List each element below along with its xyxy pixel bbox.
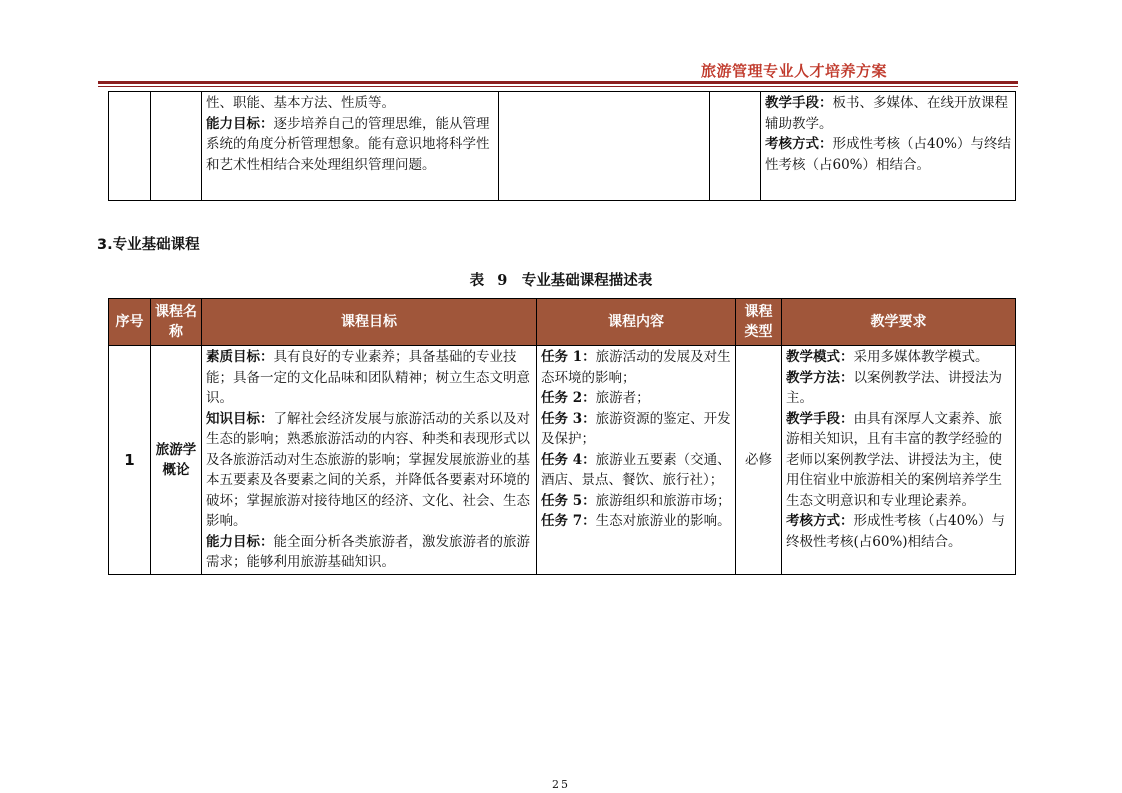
paragraph-text: 生态对旅游业的影响。 bbox=[595, 513, 731, 529]
paragraph-text: 采用多媒体教学模式。 bbox=[853, 349, 989, 365]
paragraph-text: 能全面分析各类旅游者，激发旅游者的旅游需求；能够利用旅游基础知识。 bbox=[206, 533, 530, 570]
paragraph bbox=[206, 347, 532, 409]
paragraph-label: 教学手段： bbox=[786, 410, 854, 427]
document-header-title: 旅游管理专业人才培养方案 bbox=[700, 62, 887, 80]
paragraph bbox=[786, 409, 1011, 512]
row-course-type: 必修 bbox=[736, 346, 782, 575]
paragraph bbox=[541, 450, 731, 491]
paragraph bbox=[541, 347, 731, 388]
table-header-row bbox=[109, 299, 1016, 346]
empty-cell bbox=[109, 92, 151, 201]
paragraph-label: 考核方式： bbox=[765, 136, 833, 152]
paragraph-label: 教学模式： bbox=[786, 349, 854, 365]
paragraph-label: 任务 5： bbox=[541, 492, 596, 509]
paragraph-text: 由具有深厚人文素养、旅游相关知识，且有丰富的教学经验的老师以案例教学法、讲授法为主，使用住宿业中旅游相关的案例培养学生生态文明意识和专业理论素养。 bbox=[786, 410, 1002, 509]
row-seq: 1 bbox=[109, 346, 151, 575]
paragraph-text: 旅游资源的鉴定、开发及保护； bbox=[541, 410, 731, 447]
table-row bbox=[109, 346, 1016, 575]
empty-cell bbox=[499, 92, 710, 201]
paragraph-label: 任务 4： bbox=[541, 451, 596, 468]
paragraph-label: 能力目标： bbox=[206, 115, 274, 132]
page-number: 25 bbox=[552, 778, 570, 791]
paragraph bbox=[206, 114, 494, 176]
continued-goals-cell bbox=[202, 92, 499, 201]
row-content-cell bbox=[537, 346, 736, 575]
row-goals-cell bbox=[202, 346, 537, 575]
paragraph-text: 旅游活动的发展及对生态环境的影响； bbox=[541, 349, 731, 386]
paragraph-text: 逐步培养自己的管理思维，能从管理系统的角度分析管理想象。能有意识地将科学性和艺术性相结合来处理组织管理问题。 bbox=[206, 115, 490, 173]
header-teaching-requirements: 教学要求 bbox=[782, 299, 1016, 346]
paragraph-text: 板书、多媒体、在线开放课程辅助教学。 bbox=[765, 95, 1008, 132]
paragraph bbox=[786, 511, 1011, 552]
paragraph-text: 以案例教学法、讲授法为主。 bbox=[786, 369, 1002, 406]
paragraph bbox=[541, 409, 731, 450]
header-rule-thick bbox=[98, 81, 1018, 84]
empty-cell bbox=[151, 92, 202, 201]
paragraph bbox=[765, 93, 1011, 134]
continued-requirements-cell bbox=[761, 92, 1016, 201]
paragraph-label: 任务 1： bbox=[541, 349, 596, 365]
empty-cell bbox=[710, 92, 761, 201]
paragraph-text: 旅游业五要素（交通、酒店、景点、餐饮、旅行社）； bbox=[541, 451, 731, 488]
header-seq: 序号 bbox=[109, 299, 151, 346]
paragraph bbox=[765, 134, 1011, 175]
section-heading: 3.专业基础课程 bbox=[97, 237, 200, 253]
header-rule-thin bbox=[98, 86, 1018, 87]
paragraph bbox=[541, 491, 731, 512]
header-course-content: 课程内容 bbox=[537, 299, 736, 346]
paragraph-text: 具有良好的专业素养；具备基础的专业技能；具备一定的文化品味和团队精神；树立生态文明意识。 bbox=[206, 349, 530, 406]
paragraph bbox=[786, 368, 1011, 409]
paragraph bbox=[541, 511, 731, 532]
paragraph bbox=[541, 388, 731, 409]
header-course-goals: 课程目标 bbox=[202, 299, 537, 346]
paragraph-label: 教学手段： bbox=[765, 95, 833, 111]
paragraph bbox=[206, 532, 532, 573]
course-description-table bbox=[108, 298, 1016, 575]
paragraph-label: 能力目标： bbox=[206, 533, 274, 550]
row-requirements-cell bbox=[782, 346, 1016, 575]
paragraph-label: 考核方式： bbox=[786, 513, 854, 529]
paragraph-label: 任务 3： bbox=[541, 410, 596, 427]
paragraph-label: 知识目标： bbox=[206, 410, 274, 427]
paragraph-text: 旅游者； bbox=[595, 390, 650, 406]
continued-table bbox=[108, 91, 1016, 201]
paragraph-label: 任务 2： bbox=[541, 390, 596, 406]
paragraph-text: 形成性考核（占40%）与终极性考核(占60%)相结合。 bbox=[786, 513, 1006, 550]
paragraph-text: 了解社会经济发展与旅游活动的关系以及对生态的影响；熟悉旅游活动的内容、种类和表现形式以及各旅游活动对生态旅游的影响；掌握发展旅游业的基本五要素及各要素之间的关系，并降低各要素对环境的破坏；掌握旅游对接待地区的经济、文化、社会、生态影响。 bbox=[206, 410, 530, 529]
header-course-type: 课程类型 bbox=[736, 299, 782, 346]
table-row bbox=[109, 92, 1016, 201]
row-course-name: 旅游学概论 bbox=[151, 346, 202, 575]
header-course-name: 课程名称 bbox=[151, 299, 202, 346]
table-caption: 表 9 专业基础课程描述表 bbox=[469, 272, 653, 289]
paragraph-text: 旅游组织和旅游市场； bbox=[595, 492, 731, 509]
paragraph bbox=[786, 347, 1011, 368]
paragraph bbox=[206, 409, 532, 532]
paragraph bbox=[206, 93, 494, 114]
paragraph-label: 任务 7： bbox=[541, 513, 596, 529]
paragraph-label: 教学方法： bbox=[786, 369, 854, 386]
paragraph-text: 形成性考核（占40%）与终结性考核（占60%）相结合。 bbox=[765, 136, 1012, 173]
paragraph-text: 性、职能、基本方法、性质等。 bbox=[206, 95, 395, 111]
paragraph-label: 素质目标： bbox=[206, 349, 274, 365]
